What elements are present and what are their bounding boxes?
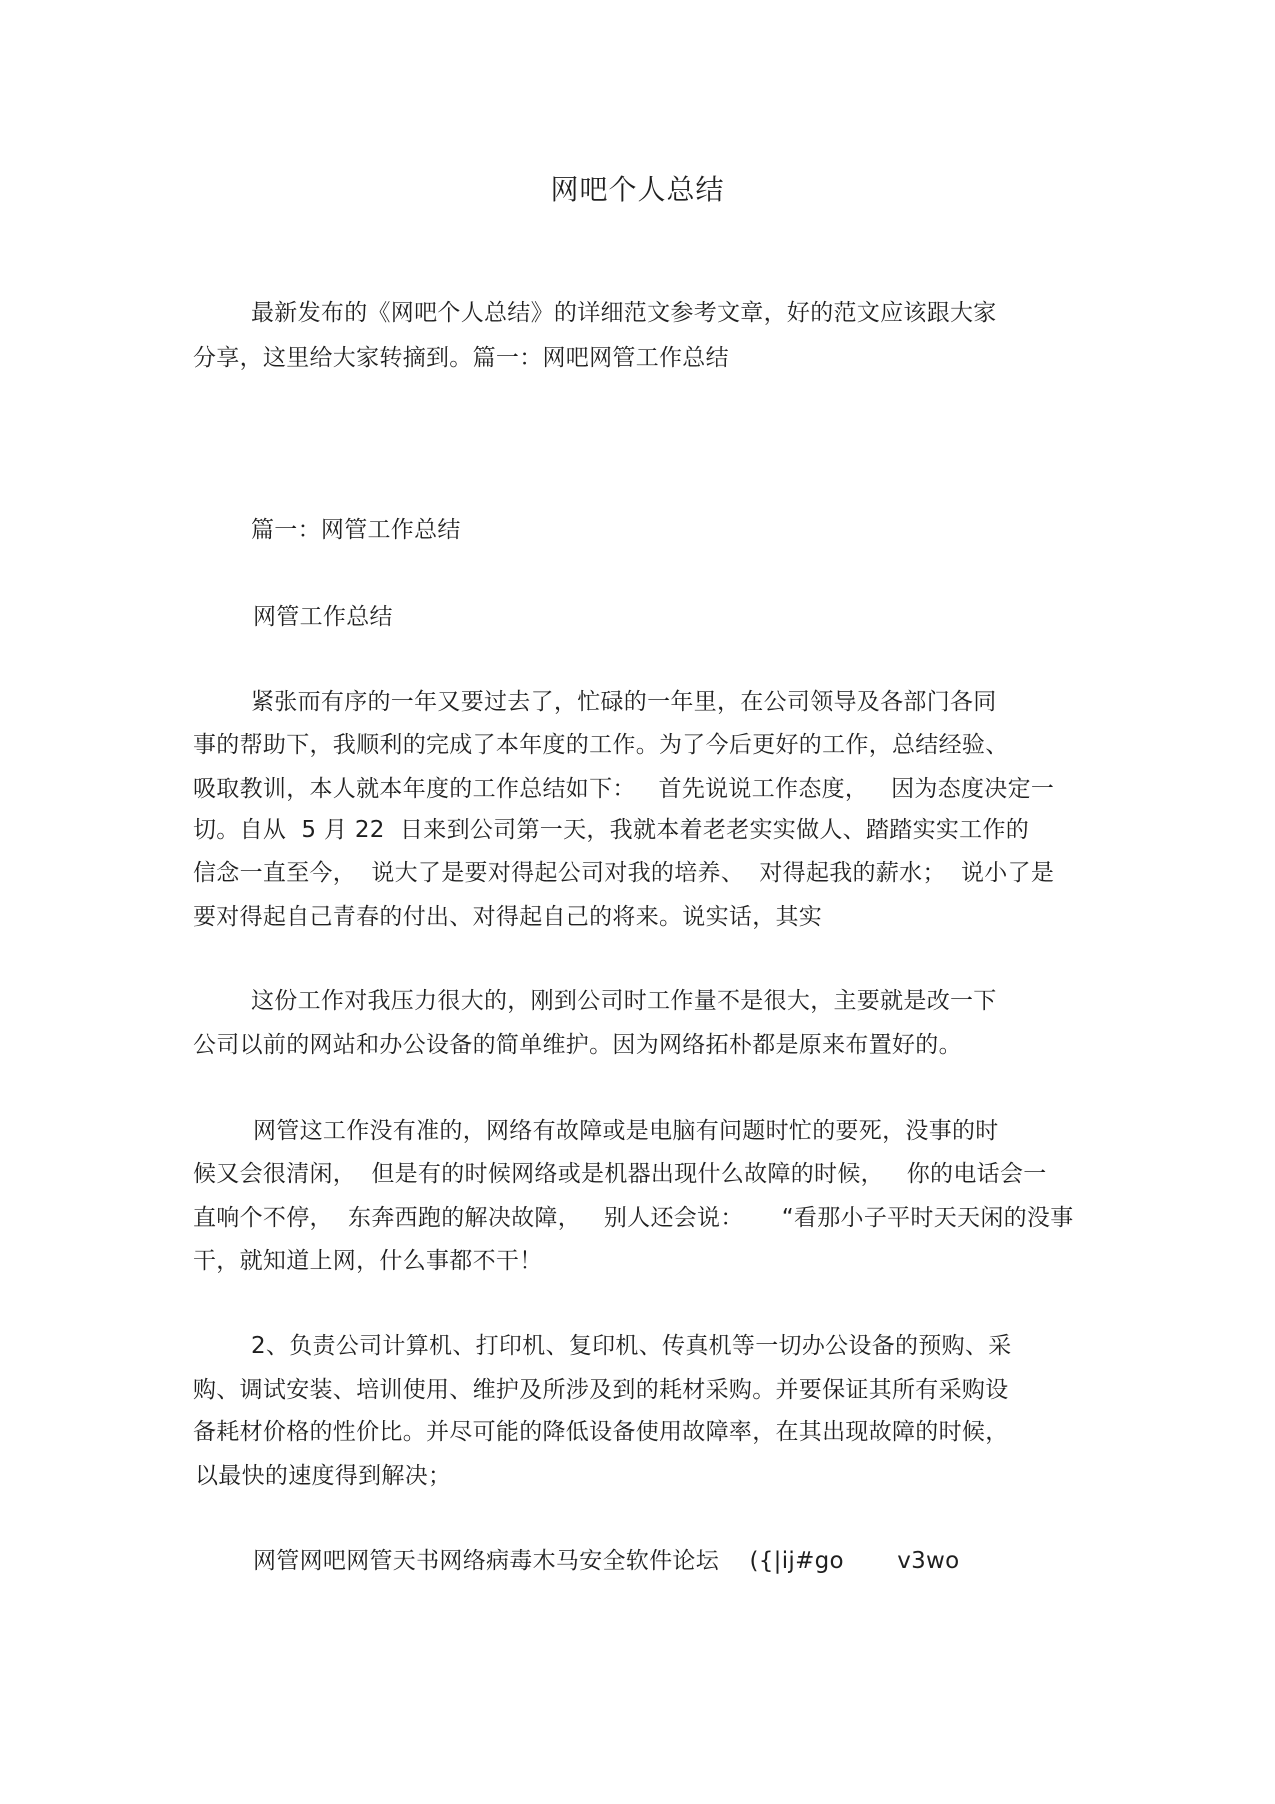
paragraph-1-line-1: 紧张而有序的一年又要过去了，忙碌的一年里，在公司领导及各部门各同 [251, 689, 997, 715]
paragraph-1-line-4: 切。自从 5 月 22 日来到公司第一天，我就本着老老实实做人、踏踏实实工作的 [193, 817, 1030, 843]
subheading: 网管工作总结 [253, 604, 393, 630]
paragraph-3-line-2: 候又会很清闲， 但是有的时候网络或是机器出现什么故障的时候， 你的电话会一 [193, 1161, 1047, 1187]
paragraph-3-line-1: 网管这工作没有准的，网络有故障或是电脑有问题时忙的要死，没事的时 [253, 1118, 999, 1144]
paragraph-4-line-1: 2、负责公司计算机、打印机、复印机、传真机等一切办公设备的预购、采 [251, 1333, 1012, 1359]
paragraph-1-line-3: 吸取教训，本人就本年度的工作总结如下： 首先说说工作态度， 因为态度决定一 [193, 776, 1055, 802]
paragraph-1-line-5: 信念一直至今， 说大了是要对得起公司对我的培养、 对得起我的薪水； 说小了是 [193, 860, 1055, 886]
paragraph-3-line-3: 直响个不停， 东奔西跑的解决故障， 别人还会说： “看那小子平时天天闲的没事 [193, 1205, 1074, 1231]
paragraph-4-line-4: 以最快的速度得到解决； [195, 1463, 452, 1489]
paragraph-3-line-4: 干，就知道上网，什么事都不干！ [193, 1248, 543, 1274]
document-title: 网吧个人总结 [550, 173, 725, 206]
intro-line-1: 最新发布的《网吧个人总结》的详细范文参考文章，好的范文应该跟大家 [251, 300, 997, 326]
paragraph-1-line-2: 事的帮助下，我顺利的完成了本年度的工作。为了今后更好的工作，总结经验、 [193, 732, 1009, 758]
footer-line: 网管网吧网管天书网络病毒木马安全软件论坛 ({|ij#go v3wo [253, 1548, 960, 1574]
paragraph-2-line-1: 这份工作对我压力很大的，刚到公司时工作量不是很大，主要就是改一下 [251, 988, 997, 1014]
paragraph-2-line-2: 公司以前的网站和办公设备的简单维护。因为网络拓朴都是原来布置好的。 [193, 1032, 962, 1058]
paragraph-1-line-6: 要对得起自己青春的付出、对得起自己的将来。说实话，其实 [193, 904, 823, 930]
section-heading: 篇一：网管工作总结 [251, 517, 461, 543]
intro-line-2: 分享，这里给大家转摘到。篇一：网吧网管工作总结 [193, 345, 729, 371]
paragraph-4-line-2: 购、调试安装、培训使用、维护及所涉及到的耗材采购。并要保证其所有采购设 [193, 1377, 1009, 1403]
paragraph-4-line-3: 备耗材价格的性价比。并尽可能的降低设备使用故障率，在其出现故障的时候， [193, 1419, 1009, 1445]
